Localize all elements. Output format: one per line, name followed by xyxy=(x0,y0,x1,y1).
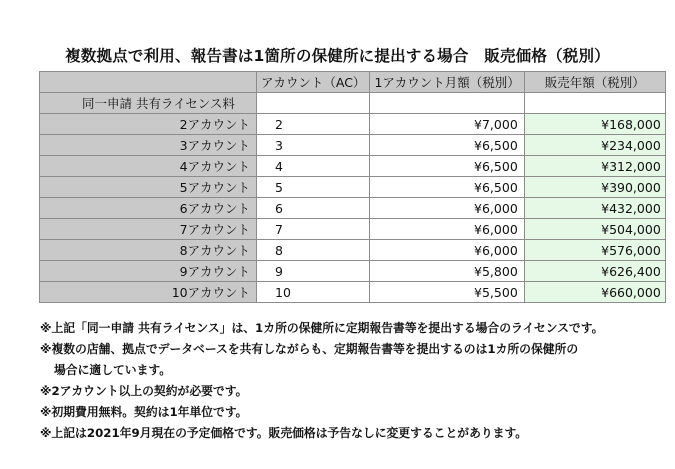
row-annual-price: ¥168,000 xyxy=(524,114,665,135)
section-row xyxy=(40,93,666,114)
row-account-count: 7 xyxy=(257,219,370,240)
row-monthly-price: ¥6,000 xyxy=(370,198,524,219)
row-account-count: 10 xyxy=(257,282,370,303)
table-row xyxy=(40,282,666,303)
table-row xyxy=(40,261,666,282)
header-cell-annual: 販売年額（税別） xyxy=(524,72,665,93)
section-blank-cell xyxy=(370,93,524,114)
row-annual-price: ¥576,000 xyxy=(524,240,665,261)
notes xyxy=(40,318,660,444)
row-monthly-price: ¥6,500 xyxy=(370,135,524,156)
note-line: ※2アカウント以上の契約が必要です。 xyxy=(40,384,248,398)
row-label: 8アカウント xyxy=(40,240,257,261)
note-line: ※上記「同一申請 共有ライセンス」は、1カ所の保健所に定期報告書等を提出する場合のライセンスです。 xyxy=(40,321,604,335)
table-row xyxy=(40,156,666,177)
row-account-count: 3 xyxy=(257,135,370,156)
row-annual-price: ¥390,000 xyxy=(524,177,665,198)
row-annual-price: ¥504,000 xyxy=(524,219,665,240)
row-annual-price: ¥660,000 xyxy=(524,282,665,303)
table-row xyxy=(40,135,666,156)
row-monthly-price: ¥6,000 xyxy=(370,219,524,240)
table-row xyxy=(40,198,666,219)
row-account-count: 2 xyxy=(257,114,370,135)
row-account-count: 8 xyxy=(257,240,370,261)
row-monthly-price: ¥6,500 xyxy=(370,177,524,198)
row-monthly-price: ¥7,000 xyxy=(370,114,524,135)
note-line: ※初期費用無料。契約は1年単位です。 xyxy=(40,405,248,419)
price-table xyxy=(39,71,666,303)
section-blank-cell xyxy=(524,93,665,114)
row-monthly-price: ¥5,800 xyxy=(370,261,524,282)
row-account-count: 9 xyxy=(257,261,370,282)
note-line: ※複数の店舗、拠点でデータベースを共有しながらも、定期報告書等を提出するのは1カ所の保健所の xyxy=(40,342,579,356)
section-blank-cell xyxy=(257,93,370,114)
row-label: 3アカウント xyxy=(40,135,257,156)
row-label: 10アカウント xyxy=(40,282,257,303)
row-monthly-price: ¥6,000 xyxy=(370,240,524,261)
row-label: 9アカウント xyxy=(40,261,257,282)
row-account-count: 5 xyxy=(257,177,370,198)
row-monthly-price: ¥6,500 xyxy=(370,156,524,177)
table-header-row xyxy=(40,72,666,93)
table-row xyxy=(40,240,666,261)
table-row xyxy=(40,219,666,240)
row-label: 7アカウント xyxy=(40,219,257,240)
header-cell-monthly: 1アカウント月額（税別） xyxy=(370,72,524,93)
table-row xyxy=(40,114,666,135)
row-annual-price: ¥234,000 xyxy=(524,135,665,156)
row-monthly-price: ¥5,500 xyxy=(370,282,524,303)
note-line: ※上記は2021年9月現在の予定価格です。販売価格は予告なしに変更することがあります。 xyxy=(40,426,528,440)
row-annual-price: ¥432,000 xyxy=(524,198,665,219)
row-annual-price: ¥312,000 xyxy=(524,156,665,177)
section-label: 同一申請 共有ライセンス料 xyxy=(40,93,257,114)
row-account-count: 4 xyxy=(257,156,370,177)
row-account-count: 6 xyxy=(257,198,370,219)
row-label: 5アカウント xyxy=(40,177,257,198)
row-label: 4アカウント xyxy=(40,156,257,177)
page-title: 複数拠点で利用、報告書は1箇所の保健所に提出する場合 販売価格（税別） xyxy=(65,47,610,65)
row-label: 6アカウント xyxy=(40,198,257,219)
row-annual-price: ¥626,400 xyxy=(524,261,665,282)
header-cell-blank xyxy=(40,72,257,93)
note-line: 場合に適しています。 xyxy=(54,363,172,377)
row-label: 2アカウント xyxy=(40,114,257,135)
header-cell-accounts: アカウント（AC） xyxy=(257,72,370,93)
table-row xyxy=(40,177,666,198)
